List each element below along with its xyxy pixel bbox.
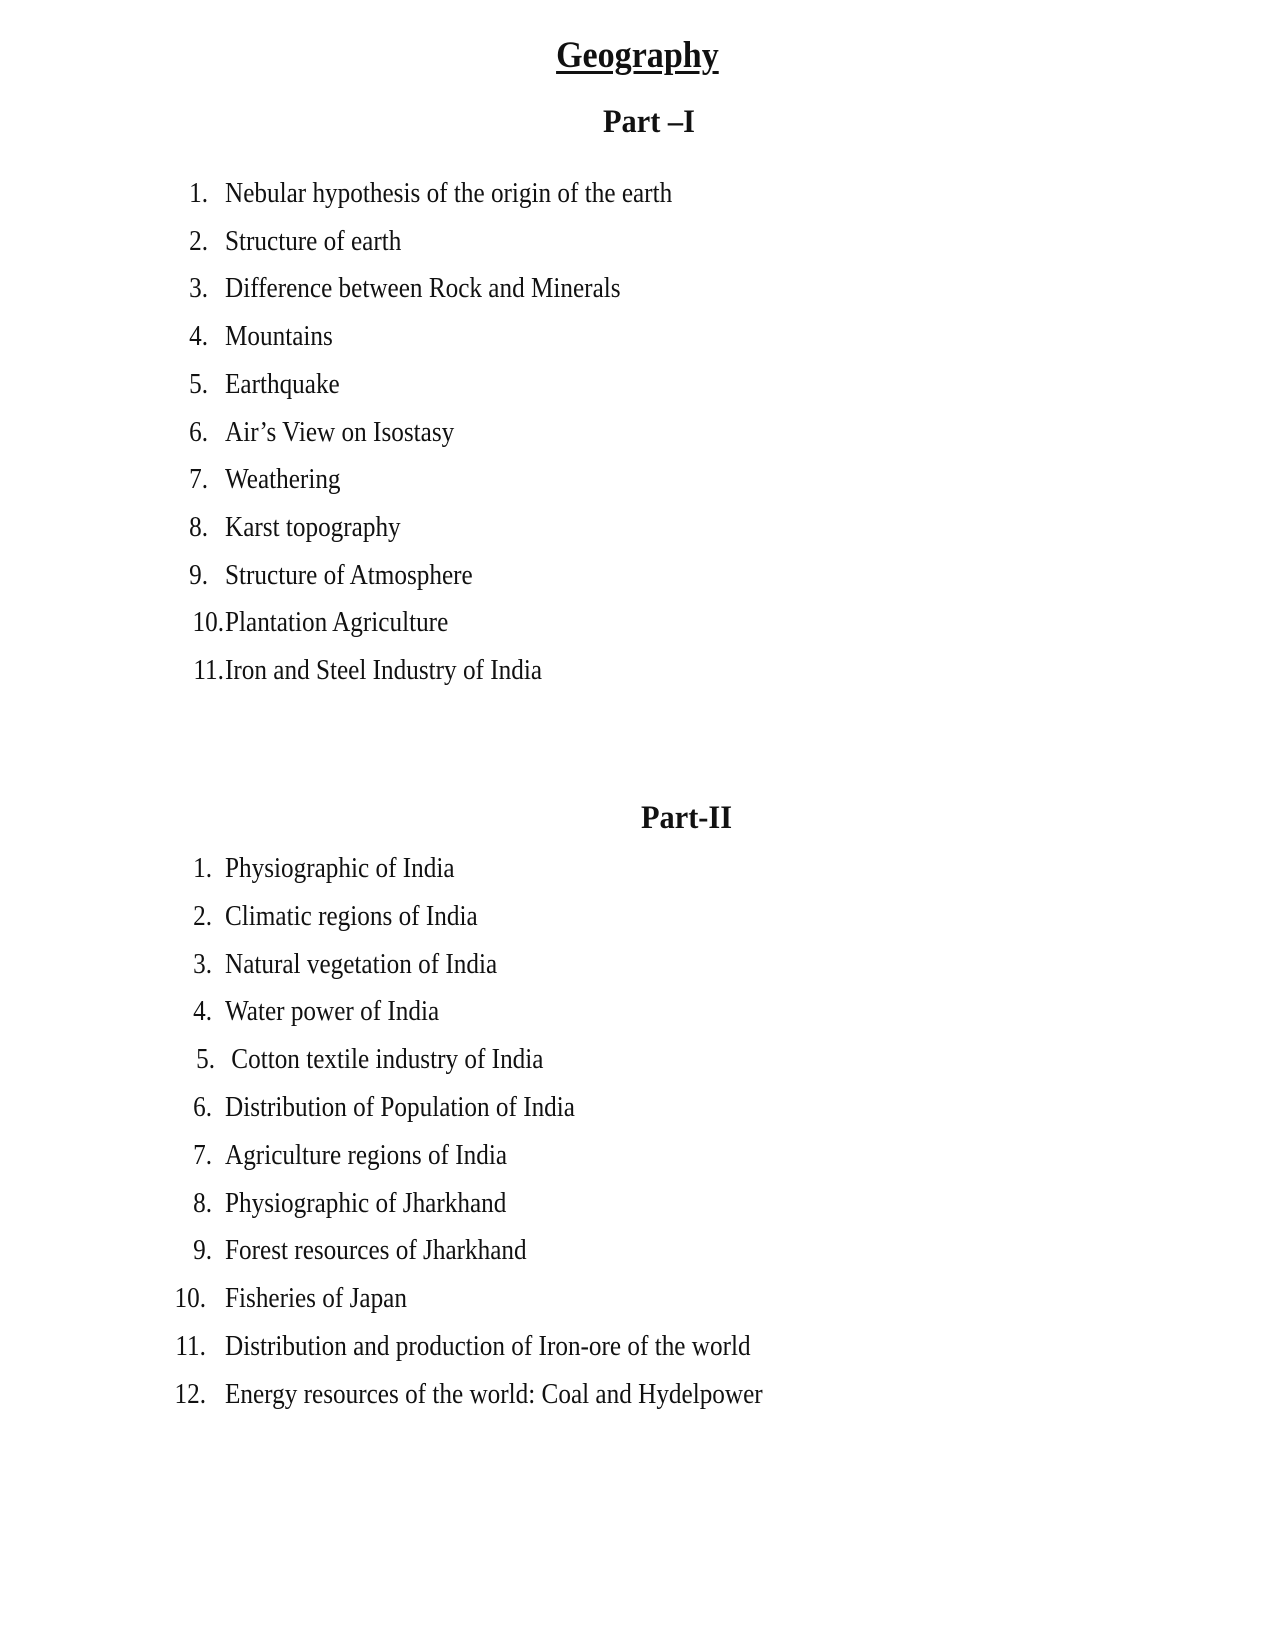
list-item-text: Forest resources of Jharkhand — [225, 1235, 527, 1267]
list-item-number: 11. — [175, 1331, 206, 1362]
list-item-number: 10. — [192, 607, 224, 639]
list-item-text: Difference between Rock and Minerals — [225, 273, 621, 305]
list-item-text: Iron and Steel Industry of India — [225, 655, 543, 686]
list-item-text: Water power of India — [225, 996, 440, 1028]
list-item-text: Air’s View on Isostasy — [225, 416, 455, 448]
list-item-text: Nebular hypothesis of the origin of the earth — [225, 178, 673, 209]
list-item-number: 7. — [189, 464, 208, 496]
list-item-text: Weathering — [225, 464, 341, 496]
list-item-number: 10. — [174, 1283, 206, 1315]
list-item-text: Fisheries of Japan — [225, 1283, 407, 1315]
list-item-number: 8. — [193, 1187, 212, 1219]
list-item-number: 5. — [189, 368, 208, 400]
part-1-heading: Part –I — [603, 104, 695, 140]
list-item-text: Karst topography — [225, 511, 401, 543]
list-item-number: 9. — [193, 1235, 212, 1267]
list-item-text: Mountains — [225, 321, 333, 353]
list-item-text: Distribution of Population of India — [225, 1092, 575, 1123]
list-item-text: Structure of Atmosphere — [225, 559, 473, 591]
list-item-text: Earthquake — [225, 368, 340, 400]
list-item-text: Plantation Agriculture — [225, 607, 449, 639]
list-item-number: 3. — [193, 948, 212, 980]
list-item-number: 9. — [189, 559, 208, 591]
list-item-text: Energy resources of the world: Coal and Hydelpower — [225, 1378, 763, 1410]
list-item-number: 5. — [196, 1044, 215, 1076]
list-item-text: Physiographic of Jharkhand — [225, 1187, 507, 1219]
list-item-number: 2. — [189, 225, 208, 257]
list-item-number: 2. — [193, 900, 212, 932]
list-item-number: 1. — [193, 853, 212, 884]
list-item-number: 4. — [189, 321, 208, 353]
list-item-number: 7. — [193, 1139, 212, 1171]
list-item-number: 11. — [193, 655, 224, 686]
document-title: Geography — [556, 35, 719, 76]
list-item-text: Physiographic of India — [225, 853, 455, 884]
list-item-number: 8. — [189, 511, 208, 543]
list-item-number: 12. — [174, 1378, 206, 1410]
list-item-text: Cotton textile industry of India — [225, 1044, 544, 1076]
list-item-number: 1. — [189, 178, 208, 209]
list-item-number: 3. — [189, 273, 208, 305]
list-item-number: 6. — [193, 1092, 212, 1123]
list-item-text: Natural vegetation of India — [225, 948, 498, 980]
list-item-text: Structure of earth — [225, 225, 402, 257]
list-item-text: Climatic regions of India — [225, 900, 478, 932]
list-item-text: Agriculture regions of India — [225, 1139, 508, 1171]
list-item-number: 4. — [193, 996, 212, 1028]
list-item-text: Distribution and production of Iron-ore of the world — [225, 1331, 751, 1362]
part-2-heading: Part-II — [641, 800, 733, 836]
list-item-number: 6. — [189, 416, 208, 448]
